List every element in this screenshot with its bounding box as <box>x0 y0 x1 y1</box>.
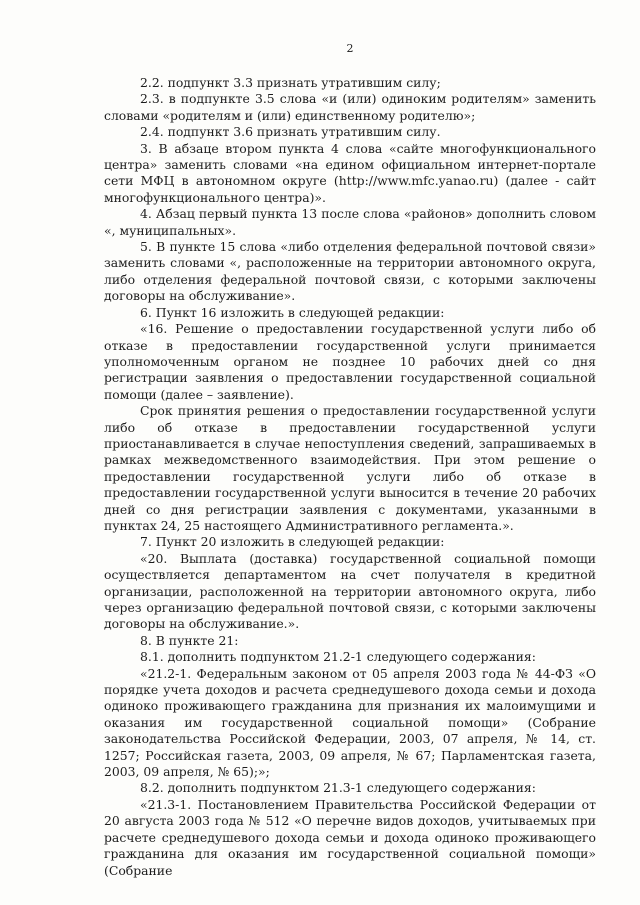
paragraph-21-3-1-quote: «21.3-1. Постановлением Правительства Российской Федерации от 20 августа 2003 года № 512 «О перечне видов доходов, учитываемых при расчете среднедушевого дохода семьи и дохода одиноко проживающего гражданина для оказания им государственной социальной помощи» (Собрание <box>104 796 596 878</box>
paragraph-8-2: 8.2. дополнить подпунктом 21.3-1 следующего содержания: <box>140 780 536 796</box>
paragraph-21-2-1-quote: «21.2-1. Федеральным законом от 05 апреля 2003 года № 44-ФЗ «О порядке учета доходов и расчета среднедушевого дохода семьи и дохода одиноко проживающего гражданина для признания их малоимущими и оказания им государственной социальной помощи» (Собрание законодательства Российской Федерации, 2003, 07 апреля, № 14, ст. 1257; Российская газета, 2003, 09 апреля, № 67; Парламентская газета, 2003, 09 апреля, № 65);»; <box>104 665 596 780</box>
paragraph-3: 3. В абзаце втором пункта 4 слова «сайте многофункционального центра» заменить словами «на едином официальном интернет-портале сети МФЦ в автономном округе (http://www.mfc.yanao.ru) (далее - сайт многофункционального центра)». <box>104 140 596 205</box>
paragraph-20-quote: «20. Выплата (доставка) государственной социальной помощи осуществляется департаментом на счет получателя в кредитной организации, расположенной на территории автономного округа, либо через организацию федеральной почтовой связи, с которыми заключены договоры на обслуживание.». <box>104 550 596 632</box>
paragraph-8: 8. В пункте 21: <box>140 632 239 648</box>
paragraph-16-term: Срок принятия решения о предоставлении государственной услуги либо об отказе в предоставлении государственной услуги приостанавливается в случае непоступления сведений, запрашиваемых в рамках межведомственного взаимодействия. При этом решение о предоставлении государственной услуги либо об отказе в предоставлении государственной услуги выносится в течение 20 рабочих дней со дня регистрации заявления с документами, указанными в пунктах 24, 25 настоящего Административного регламента.». <box>104 403 596 533</box>
paragraph-2-3: 2.3. в подпункте 3.5 слова «и (или) одиноким родителям» заменить словами «родителям и (или) единственному родителю»; <box>104 91 596 123</box>
paragraph-16-quote: «16. Решение о предоставлении государственной услуги либо об отказе в предоставлении государственной услуги принимается уполномоченным органом не позднее 10 рабочих дней со дня регистрации заявления о предоставлении государственной социальной помощи (далее – заявление). <box>104 321 596 402</box>
paragraph-6: 6. Пункт 16 изложить в следующей редакции: <box>140 304 445 320</box>
paragraph-7: 7. Пункт 20 изложить в следующей редакции: <box>140 534 445 550</box>
document-body <box>104 75 596 879</box>
paragraph-2-2: 2.2. подпункт 3.3 признать утратившим силу; <box>140 75 441 90</box>
paragraph-8-1: 8.1. дополнить подпунктом 21.2-1 следующего содержания: <box>140 649 536 665</box>
paragraph-4: 4. Абзац первый пункта 13 после слова «районов» дополнить словом «, муниципальных». <box>104 206 596 238</box>
paragraph-5: 5. В пункте 15 слова «либо отделения федеральной почтовой связи» заменить словами «, расположенные на территории автономного округа, либо отделения федеральной почтовой связи, с которыми заключены договоры на обслуживание». <box>104 239 596 304</box>
paragraph-2-4: 2.4. подпункт 3.6 признать утратившим силу. <box>140 124 441 140</box>
page-number: 2 <box>346 42 354 55</box>
